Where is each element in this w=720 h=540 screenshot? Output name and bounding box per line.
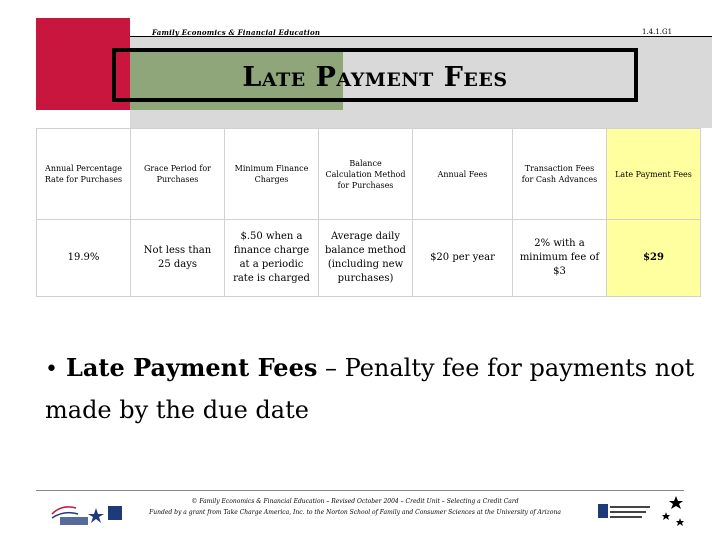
bullet-definition: – Penalty fee for payments not made by the due date: [45, 354, 695, 424]
footer-line-1: © Family Economics & Financial Education – Revised October 2004 – Credit Unit – Selecting a Credit Card: [191, 498, 519, 505]
footer-line-2: Funded by a grant from Take Charge America, Inc. to the Norton School of Family and Consumer Sciences at the University of Arizona: [149, 509, 561, 516]
header-course-name: Family Economics & Financial Education: [152, 28, 321, 37]
table-cell-highlighted: $29: [607, 220, 701, 297]
table-header-row: [37, 129, 701, 220]
table-header-cell: Minimum Finance Charges: [225, 129, 319, 220]
table-cell: 2% with a minimum fee of $3: [513, 220, 607, 297]
table-header-cell: Grace Period for Purchases: [131, 129, 225, 220]
take-charge-america-logo-icon: [48, 498, 128, 528]
footer-rule: [36, 490, 684, 491]
table-cell: Not less than 25 days: [131, 220, 225, 297]
table-row: [37, 220, 701, 297]
university-of-arizona-logo-icon: [596, 494, 688, 532]
bullet-dot-icon: •: [45, 357, 58, 382]
table-header-cell: Balance Calculation Method for Purchases: [319, 129, 413, 220]
header-lesson-code: 1.4.1.G1: [642, 28, 673, 36]
credit-card-terms-table: [36, 128, 701, 297]
bullet-point: [45, 348, 695, 430]
table-header-cell-highlighted: Late Payment Fees: [607, 129, 701, 220]
table-cell: 19.9%: [37, 220, 131, 297]
table-cell: $20 per year: [413, 220, 513, 297]
bullet-term: Late Payment Fees: [65, 353, 318, 382]
table-cell: $.50 when a finance charge at a periodic rate is charged: [225, 220, 319, 297]
table-header-cell: Annual Percentage Rate for Purchases: [37, 129, 131, 220]
table-cell: Average daily balance method (including new purchases): [319, 220, 413, 297]
slide-title: Late Payment Fees: [242, 62, 508, 93]
table-header-cell: Transaction Fees for Cash Advances: [513, 129, 607, 220]
footer-credits: [120, 496, 590, 518]
table-header-cell: Annual Fees: [413, 129, 513, 220]
